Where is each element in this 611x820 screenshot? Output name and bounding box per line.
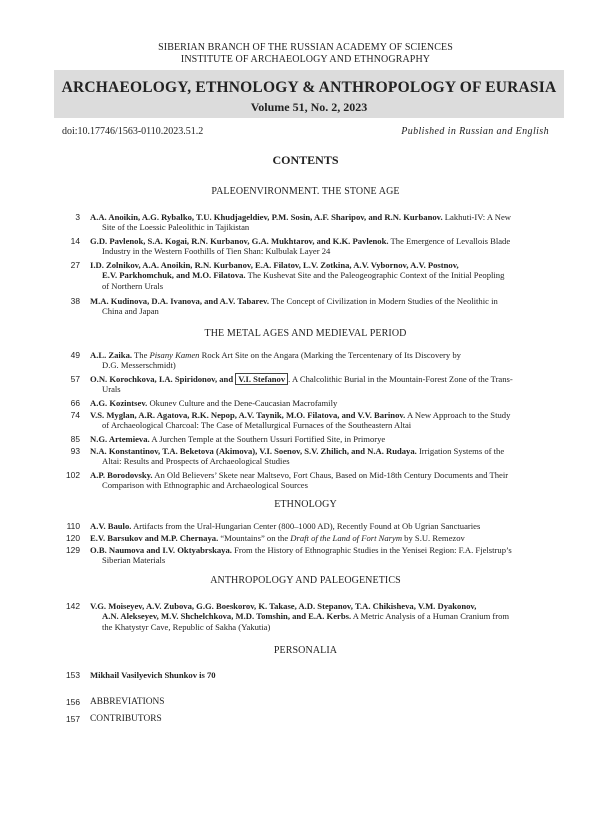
- page-number: 49: [70, 350, 80, 360]
- article-title: The Kushevat Site and the Paleogeographic Context of the Initial Peopling: [245, 270, 505, 281]
- authors: I.D. Zolnikov, A.A. Anoikin, R.N. Kurbanov, E.A. Filatov, L.V. Zotkina, A.V. Vybornov, A.V. Postnov,: [90, 260, 459, 270]
- article-title: A Metric Analysis of a Human Cranium from: [351, 611, 510, 622]
- page-number: 93: [70, 446, 80, 456]
- article-title: A Jurchen Temple at the Southern Ussuri Fortified Site, in Primorye: [149, 434, 386, 444]
- section-heading: PERSONALIA: [273, 645, 338, 656]
- article-title-cont: China and Japan: [102, 306, 159, 317]
- contents-title: CONTENTS: [272, 153, 339, 167]
- article-title: From the History of Ethnographic Studies in the Yenisei Region: F.A. Fjelstrup’s: [231, 545, 512, 555]
- page-number: 110: [66, 521, 80, 531]
- article-title-rest: by S.U. Remezov: [402, 533, 465, 543]
- article-title: The Emergence of Levallois Blade: [388, 236, 511, 246]
- section-heading: ETHNOLOGY: [274, 499, 337, 510]
- article-title-italic: Pisany Kamen: [149, 350, 200, 360]
- authors: G.D. Pavlenok, S.A. Kogai, R.N. Kurbanov, G.A. Mukhtarov, and K.K. Pavlenok.: [90, 236, 389, 246]
- article-title-cont: the Khatystyr Cave, Republic of Sakha (Yakutia): [102, 621, 271, 632]
- authors: A.L. Zaika.: [90, 350, 133, 360]
- publisher-header: [0, 42, 611, 66]
- article-title-cont: Altai: Results and Prospects of Archaeological Studies: [102, 456, 290, 467]
- article-title-italic: Draft of the Land of Fort Narym: [290, 533, 403, 543]
- authors: A.G. Kozintsev.: [90, 398, 148, 408]
- authors: O.B. Naumova and I.V. Oktyabrskaya.: [90, 545, 232, 555]
- article-title: . A Chalcolithic Burial in the Mountain-Forest Zone of the Trans-: [288, 374, 513, 384]
- section-heading: PALEOENVIRONMENT. THE STONE AGE: [211, 186, 400, 197]
- authors: A.A. Anoikin, A.G. Rybalko, T.U. Khudjageldiev, P.M. Sosin, A.F. Sharipov, and R.N. Kurbanov.: [90, 212, 443, 222]
- authors: V.S. Myglan, A.R. Agatova, R.K. Nepop, A.V. Taynik, M.O. Filatova, and V.V. Barinov.: [90, 410, 406, 420]
- authors: M.A. Kudinova, D.A. Ivanova, and A.V. Tabarev.: [90, 296, 270, 306]
- personalia-title: Mikhail Vasilyevich Shunkov is 70: [90, 670, 216, 680]
- section-heading: ANTHROPOLOGY AND PALEOGENETICS: [210, 575, 401, 586]
- article-title-cont: Industry in the Western Foothills of Tien Shan: Kulbulak Layer 24: [102, 246, 331, 257]
- authors-cont: E.V. Parkhomchuk, and M.O. Filatova.: [102, 270, 246, 281]
- authors: E.V. Barsukov and M.P. Chernaya.: [90, 533, 219, 543]
- volume-label: Volume 51, No. 2, 2023: [250, 100, 368, 114]
- authors: N.A. Konstantinov, T.A. Beketova (Akimova), V.I. Soenov, S.V. Zhilich, and N.A. Rudaya.: [90, 446, 417, 456]
- doi[interactable]: doi:10.17746/1563-0110.2023.51.2: [62, 126, 204, 137]
- article-title: The: [132, 350, 150, 360]
- authors: N.G. Artemieva.: [90, 434, 150, 444]
- authors: O.N. Korochkova, I.A. Spiridonov, and: [90, 374, 234, 384]
- article-title: The Concept of Civilization in Modern Studies of the Neolithic in: [269, 296, 498, 306]
- authors: A.V. Baulo.: [90, 521, 132, 531]
- org-line-2: INSTITUTE OF ARCHAEOLOGY AND ETHNOGRAPHY: [180, 54, 431, 65]
- article-title: Lakhuti-IV: A New: [442, 212, 511, 222]
- article-title-rest: Rock Art Site on the Angara (Marking the Tercentenary of Its Discovery by: [199, 350, 461, 360]
- page-number: 157: [66, 714, 80, 724]
- page-number: 57: [70, 374, 80, 384]
- page-number: 129: [66, 545, 80, 555]
- page-number: 27: [70, 260, 80, 270]
- page-number: 74: [70, 410, 80, 420]
- page-number: 3: [75, 212, 80, 222]
- page-number: 120: [66, 533, 80, 543]
- contributors-label: CONTRIBUTORS: [90, 714, 162, 724]
- article-title-cont: Site of the Loessic Paleolithic in Tajikistan: [102, 222, 250, 233]
- article-title-cont: Comparison with Ethnographic and Archaeological Sources: [102, 480, 308, 491]
- page-number: 142: [66, 601, 80, 611]
- article-title-cont: of Archaeological Charcoal: The Case of Metallurgical Furnaces of the Southeastern Altai: [102, 420, 412, 431]
- page-number: 102: [66, 470, 80, 480]
- abbreviations-label: ABBREVIATIONS: [90, 697, 165, 707]
- article-title: Okunev Culture and the Dene-Caucasian Macrofamily: [147, 398, 338, 408]
- article-title: An Old Believers’ Skete near Maltsevo, Fort Chaus, Based on Mid-18th Century Documents and Their: [152, 470, 509, 480]
- page-number: 66: [70, 398, 80, 408]
- article-title: Artifacts from the Ural-Hungarian Center (800–1000 AD), Recently Found at Ob Ugrian Sanctuaries: [131, 521, 481, 531]
- article-title: “Mountains” on the: [218, 533, 291, 543]
- article-title-cont: of Northern Urals: [102, 280, 164, 291]
- authors: A.P. Borodovsky.: [90, 470, 153, 480]
- article-title-cont: Siberian Materials: [102, 555, 166, 566]
- page-number: 153: [66, 670, 80, 680]
- authors: V.G. Moiseyev, A.V. Zubova, G.G. Boeskorov, K. Takase, A.D. Stepanov, T.A. Chikisheva, V.M. Dyakonov,: [90, 601, 477, 611]
- journal-title: ARCHAEOLOGY, ETHNOLOGY & ANTHROPOLOGY OF EURASIA: [61, 79, 557, 96]
- page-number: 85: [70, 434, 80, 444]
- section-heading: THE METAL AGES AND MEDIEVAL PERIOD: [204, 328, 407, 339]
- article-title: Irrigation Systems of the: [416, 446, 505, 456]
- article-title: A New Approach to the Study: [405, 410, 511, 420]
- authors-cont: A.N. Alekseyev, M.V. Shchelchkova, M.D. Tomshin, and E.A. Kerbs.: [102, 611, 352, 622]
- page-number: 38: [70, 296, 80, 306]
- journal-banner: [54, 70, 564, 118]
- published-note: Published in Russian and English: [401, 126, 549, 137]
- page-number: 156: [66, 697, 80, 707]
- article-title-cont: D.G. Messerschmidt): [102, 360, 176, 371]
- page-number: 14: [70, 236, 80, 246]
- org-line-1: SIBERIAN BRANCH OF THE RUSSIAN ACADEMY OF SCIENCES: [158, 42, 453, 53]
- article-title-cont: Urals: [102, 384, 121, 395]
- boxed-author: V.I. Stefanov: [235, 373, 288, 385]
